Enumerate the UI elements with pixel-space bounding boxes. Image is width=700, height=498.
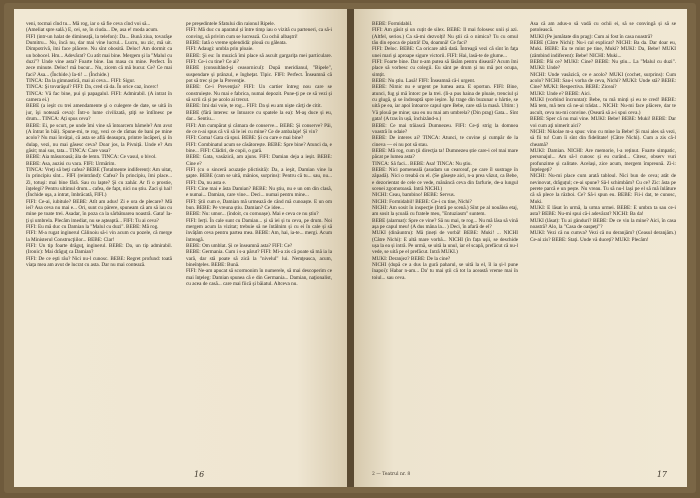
- right-page-column-1: [372, 21, 518, 457]
- dialogue-paragraph: FIFI: Cine mai e ăsta Damian? BEBE: Nu ştiu, nu e un om din clasă, e numai... Damian, care vine... Deci... numai pentru mine...: [186, 185, 332, 199]
- dialogue-paragraph: BEBE (a ieşit cu trei amendamente şi o culegere de date, se uită în jur, îşi notează ceva): Într-o lume civilizată, ştiţi se întîlnesc pe drum... TINCA: Ați spus ceva?: [26, 103, 172, 123]
- dialogue-paragraph: FIFI: Mă duc cu aparatul și între timp iau o vizită cu parteneri, ca să-i conving, să privim cum se lucrează. Cu ochii albaştri!: [186, 27, 332, 40]
- dialogue-paragraph: FIFI: Ierți. În cale sunt cu Damian... și să iei și tu ceva, pe drum. Noi mergem acum la vizitat; trebuie să ne întâlnim și cu ei în cale și să învățăm ceva pentru partea mea. BEBE: Am, hai, ia-te... mergi. Acum întreagă.: [186, 217, 332, 243]
- dialogue-paragraph: BEBE: Nimic nu e urgent pe lumea asta. E oportun. FIFI: Bine, atunci, fug şi mă întorc pe la trei. (Ii-a pus haina de ploaie, trenciul şi cu glugă, şi se îndreaptă spre ieşire. Îşi trage din buzunar o hârtie, se uită pe ea, iar apoi întoarce capul spre Bebe, care stă la masă. Ultim: ) Vă plouă pe mine; sau eu nu mai am umbrela? (Din prag) Gata... Sînt gata! (A tras în ușă, închizând-o.): [372, 84, 518, 123]
- dialogue-paragraph: FIFI: Am cumpărat și cămara de conserve... BEBE: Şi conserve? Pâi, de ce n-ai spus că vii să le iei cu mine? Ce de ambalaje! Și vin?: [186, 122, 332, 135]
- dialogue-paragraph: BEBE: Om umblat. Şi ce înseamnă asta? FIFI: Ce?: [186, 243, 293, 250]
- left-page-column-2: [186, 21, 332, 457]
- dialogue-paragraph: FIFI (cu o sinceră acuzație plictisită): Da, a ieşit, Damian vine la şapte. BEBE (cam se uită, mânios, surprins): Pentru că tu... sau, nu... FIFI: Da, nu asta e.: [186, 166, 332, 186]
- dialogue-paragraph: BEBE (consultând-şi ceasornicul): După meridianul, "Bipele", suspendare și prânzul, e îngheţat. Tipic. FIFI: Perfect. Înseamnă că pot să trec și pe la Prevenţie.: [186, 65, 332, 85]
- dialogue-paragraph: MUKI (lăsat): Tu ai gânduri? BEBE: De ce vin la mine? Aici, în casa noastră? Alo, la "Casa de oaspeți"?: [530, 217, 676, 230]
- dialogue-paragraph: MUKI (Pe jumătate din prag): Cum ai fost în casa noastră?: [530, 33, 653, 40]
- page-footer: 2 — Teatrul nr. 8: [372, 472, 411, 477]
- left-page: [14, 9, 347, 487]
- dialogue-paragraph: NICHI: Unde vasăzică, ce e acolo? MUKI (cochet, surprins): Cum acolo? NICHI: Sau-i vorba de ceva, Nichi? MUKI: Unde stă? BEBE: Cine? MUKI: Respectiva. BEBE: Ziceai?: [530, 71, 676, 91]
- dialogue-paragraph: FIFI: Foarte bine. Dar n-am putea să lăsăm pentru diseară? Acum îmi place să vorbesc cu colegii. Eu sânt pe drum și nu mă pot ocupa, simțit.: [372, 59, 518, 78]
- book-spread: [4, 3, 696, 493]
- dialogue-paragraph: BEBE: Gata, vasăzică, am ajuns. FIFI: Damian deja a ieșit. BEBE: Cine e?: [186, 154, 332, 167]
- dialogue-paragraph: BEBE (fără interes: se întoarce cu spatele la ea): M-aş duce și eu, dar... Sentiu...: [186, 109, 332, 123]
- book-spine-gutter: [347, 9, 354, 487]
- dialogue-paragraph: TINCA: Vreţi să beţi cafea? BEBE (Totalmente indiferent): Am uitat, în principiu sînt... FIFI (reintrând): Cafea? În principiu, îmi place... Zi, totuşi: mai bine fără. Sau cu lapte? Şi cu zahăr. Ar fi o prostie, înțelegi? Pentru ultimul drum... cafea, de fapt, nici nu știu. Zaci și hai! (Închide uşa, a intrat, îmbrăcată, FIFI.): [26, 166, 172, 199]
- dialogue-paragraph: BEBE: Aia măsuroasă; ăla de lemn. TINCA: Ce vasul, o bivol.: [26, 154, 157, 161]
- dialogue-paragraph: NICHI: Formidabil! BEBE: Ce-i cu tine, Nichi?: [372, 198, 472, 205]
- dialogue-paragraph: FIFI: Eu mă duc cu Damian la "Malul cu duzi". BEBE: Mă rog.: [26, 224, 159, 230]
- dialogue-paragraph: FIFI: Ne-am apucat să scormonim în numerele, să mai descoperim ce mai înţeleg: Damian spunea că e din Germania... Damian, naţionalist, cu acea de casă... care mai fiică și băiatul. Altceva nu.: [186, 268, 332, 288]
- left-page-column-1: [26, 21, 172, 457]
- dialogue-paragraph: BEBE: Germania. Cum i s-a părut? FIFI: Mi-a zis că poate să mă ia la vară, dar stă poate să zică la "nivelul" lui. Nemţeasca, acum, bineînţeles. BEBE: Bună.: [186, 249, 332, 269]
- left-page-number: 16: [194, 470, 205, 479]
- dialogue-paragraph: TINCA: Vă fac bine, pui şi papagalul. FIFI: Admirabil. (A intrat în camera ei.): [26, 90, 172, 104]
- dialogue-paragraph: BEBE: Şi eu: în muzică îmi place să ascult gargariţa mei particulare. FIFI: Ce-i cu tine? Ce ai?: [186, 52, 332, 66]
- dialogue-paragraph: FIFI: Adaugi: umbla prin ploaie.: [186, 46, 254, 53]
- dialogue-paragraph: FIFI: Am găsit și un cuțit de silex. BEBE: Il mai folosesc unii și azi. (Altfel, serios.) Ca să-mi dezvolți! Nu ştii că o nimica? Tu cu omul tău din epoca de piatră! Da, doamnă! Ce faci?: [372, 27, 518, 47]
- dialogue-paragraph: BEBE: Nu ştiu. Lasă! FIFI: Înseamnă că-i urgent.: [372, 78, 476, 85]
- dialogue-paragraph: Asa că am adus-o să vadă cu ochii ei, să se convingă și să se potolească.: [530, 21, 676, 34]
- dialogue-paragraph: FIFI (intr-un halat de dimineaţă, la telefon): Da... Bună ziua, tovarăşe Dumitru... Nu, încă nu, dar mai vine lucrul... Lucru, nu zic, mă uit. Dimpotrivă, îmi face plăcere. Nu sînt obosită. Deloc! Am dormit ca un bobocel. Hm... Adevărat? Cu atît mai bine. Mergem şi la "Malul cu duzi"? Unde vine asta? Foarte bine. Iau masa cu mine. Perfect. În zece minute. Deloc! mă bucur... Nu, zicem că mă bucur. Ce? Ce mai faci? Asa... (Închide.) Ia-ti! ... (Închide.): [26, 33, 172, 78]
- dialogue-paragraph: BEBE: Imi dai voie, te rog... FIFI: Da și eu am nişte cărţi de citit.: [186, 103, 322, 110]
- dialogue-paragraph: BEBE: Ce-i Prevenţia? FIFI: Un cartier întreg nou care se construiește. Nu mai e fabrica, numai depozit. Pune-ţi pe ce să vezi și să scrii că și pe acolo ai trecut.: [186, 84, 332, 104]
- dialogue-paragraph: BEBE: Mă rog, cum ţii direcţia ta! Dumnezeu știe care-i cel mai mare păcat pe lumea asta?: [372, 147, 518, 161]
- dialogue-paragraph: FIFI: Ce-ai, iubitule? BEBE: Atît am adus! Zi e ora de plecare? Mă iei? Asa ceva nu mai e... Ori, sunt cu părere, spuneam că am să iau cu mine pe toate trei. Asadar, în poza ca la sărbătoarea noastră. Gata! Ia-ţi și umbrela. Plecăm imediat, nu se aşteaptă... FIFI: Tu ai ceva?: [26, 198, 172, 224]
- dialogue-paragraph: BEBE: De interes ai? TINCA: Atunci, te cuvine şi cumpăr de la cineva — ei nu pot să stau.: [372, 135, 518, 148]
- dialogue-paragraph: MUKI: Vezi că nu cumva? Vezi că nu deranjăm? (Ceasul deranjăm.) Ce-ai zis? BEBE: Stați. Unde vă duceți? MUKI: Plecăm!: [530, 230, 676, 243]
- right-page-number: 17: [656, 470, 667, 479]
- dialogue-paragraph: NICHI: Am sosit în inspecţie (Intră pe scenă.) Sînt pe al nouălea etaj, am sosit la școală cu fratele meu, "Entuziasm" suntem.: [372, 204, 518, 218]
- dialogue-paragraph: BEBE: Formidabil.: [372, 21, 413, 27]
- dialogue-paragraph: BEBE: Păi ce? MUKI: Cine? BEBE: Nu ştiu... La "Malul cu duzi". MUKI: Unde?: [530, 59, 676, 72]
- dialogue-paragraph: FIFI: Coma! Gata că spui. BEBE: Și cu care e mai bine?: [186, 135, 304, 142]
- dialogue-paragraph: pe președintele Sfatului din raionul Ripele.: [186, 21, 276, 27]
- dialogue-paragraph: BEBE: Ce mai trăiască Dumnezeu. FIFI: Ce-ţi strig la domnea voastră în odaie?: [372, 122, 518, 135]
- dialogue-paragraph: BEBE: Nici pomeneală (asudam un cearceaf, pe care îl sustrage în zăpadă). Nici o treabă cu el. (Se găsește aici, n-a prea văzut, ca Bebe, e dezorientat de cele ce vede, mănâncă ceva din farfurie, de-a lungul scenei zgomotoasă. Intră NICHI.): [372, 166, 518, 192]
- dialogue-paragraph: FIFI: Combinatul acum se căsătorește. BEBE: Spre bine? Atunci da, e bine... FIFI: Clădiri, de copii, o gară.: [186, 141, 332, 154]
- dialogue-paragraph: BEBE: Asa, auzisi cu vara. FIFI: Urmărim.: [26, 160, 116, 167]
- dialogue-paragraph: (Ameliat spre sală.) E, cei, se, în ciuda... De, asa e! moda acum.: [26, 27, 159, 34]
- dialogue-paragraph: FIFI: Deloc. BEBE: Ca oricare altă dată. Întreagă vezi că sînt în faţa unei mari şi aproape sigure victorii. FIFI: Hai, lasă-te de glume...: [372, 46, 518, 59]
- dialogue-paragraph: TINCA: Să faci... BEBE: Asa! TINCA: Nu ştiu.: [372, 160, 472, 167]
- dialogue-paragraph: BEBE: Iată o vreme splendidă: plouă cu găleata.: [186, 40, 287, 47]
- dialogue-paragraph: FIFI: Ştii cum e, Damian mă urmează de când mă cunoaște. E un om bun. BEBE: Pe vreuna știu. Damian? Ce idee...: [186, 198, 332, 211]
- dialogue-paragraph: BEBE: Sper că nu mai vine. MUKI: Bebe! BEBE: Muki! BEBE: Dar voi cum aţi nimerit aici?: [530, 116, 676, 129]
- dialogue-paragraph: BEBE (alarmat): Spre ce vine? Să nu mai, te rog... Nu mă lăsa să vină așa pe capul meu! (A dus mâna la... ) Deci, în afară de el?: [372, 217, 518, 230]
- dialogue-paragraph: MUKI: Unde e? BEBE: Aici.: [530, 90, 591, 97]
- dialogue-paragraph: NICHI (după ce a dus la gură paharul, se uită la el, îl ia și-l pune înapoi): Habar n-am... Da' tu mai ştii că tot la această vreme mai în toiul... sau ceva.: [372, 262, 518, 281]
- right-page-column-2: [530, 21, 676, 457]
- dialogue-paragraph: NICHI: Ceau, bambino! BEBE: Servus.: [372, 192, 455, 199]
- dialogue-paragraph: NICHI: Nikolae m-a spus: vino cu mine la Bebe! Și mai ales să vezi, să fii tu! Cum îi sînt din fidelitate! (Către Nichi). Cum a zis că-l cheamă?: [530, 128, 676, 148]
- dialogue-paragraph: FIFI: De ce eşti rău? Nici nu-l cunosc. BEBE: Regret profund: toată viața mea am avut de lucrat cu asta. Dar nu mai contează.: [26, 255, 172, 269]
- dialogue-paragraph: BEBE: Ei, pe scurt, pe unde îmi vine să întoarcem bârnele? Am avut (A întrat în bâi). Spune-mi, te rog, vezi ce de rămas de bani pe mine acolo? Nu mai învățai, că asta se află deasupra, printre încăperi, și în dulap, vezi, nu mai găsesc ceva? Doar jos, la Pivniță. Unde e? Am găsit; mai sus, tata... TINCA: Care vasa?: [26, 122, 172, 154]
- dialogue-paragraph: FIFI: Un tip foarte drăguţ, inginerul. BEBE: Da, un tip admirabil. (Ironic): Mai drăguţ ca Damian?: [26, 243, 172, 256]
- dialogue-paragraph: NICHI: Nu-mi place cum arată tabloul. Nici bun de ceva; atât de nevinovat, drăguțul; ce-ai spune? Să-l schimbăm? Cu ce? Zic: ăsta pe perete parcă e un pește. Nu vreau. Tu să nu-l lași pe el să mă înlăture că să plece la război. Ce? Să-i spun eu. BEBE: Fii-i dat, te cunosc, Muki.: [530, 173, 676, 205]
- right-page: [354, 9, 687, 487]
- dialogue-paragraph: FIFI: M-a rugat inginerul Călinoiu să-i vin acum cu pozele, că merge la Ministerul Construcţiilor... BEBE: Clar!: [26, 230, 172, 243]
- dialogue-paragraph: BEBE: Nu: umor... (îndoit, cu cornoașe). Mai e ceva ce nu știu?: [186, 211, 319, 218]
- dialogue-paragraph: BEBE (Către Nichi): Nu-i cal explicat? NICHI: Ba da. Dar doar eu, Muki. BEBE: Eu te mint pe tine, Muki? MUKI: Da, Bebe! MUKI (zâmbind indiferent): Bebe! NICHI: Muki...: [530, 40, 676, 59]
- dialogue-paragraph: MUKI (vorbind încruntat): Bebe, tu mă minți și eu te cred! BEBE: Mă tem, mă tem că ne-ai trădat... NICHI: Nu-mi face plăcere, dar te ascult, ceva nu-mi convine. (Oseară să a-i spui ceva.): [530, 97, 676, 116]
- dialogue-paragraph: MUKI: Damian. NICHI: Are memorie, l-a reținut. Foarte simpatic, personajul... Am să-l cunosc și eu curând... Citesc, observ vuri profunzime și calitate. Același, zice acum, mergem împreună. Zi-i: Înțelegeți?: [530, 147, 676, 173]
- dialogue-paragraph: TINCA: Da la gimnastică, mai ai ceva... FIFI: Sigur.: [26, 78, 136, 85]
- dialogue-paragraph: veni, tocmai cînd tu... Mă rog, iar o să fie ceva cînd voi să...: [26, 21, 151, 27]
- dialogue-paragraph: MUKI (dinăuntru): Mă țineți de vorbă! BEBE: Muki! ... NICHI (Către Nichi): E altă mare vorbă... NICHI (în fața ușii, se deschide ușa la ea și intră. Pe urmă, se uită la unul, iar el scapă, prefăcut că nu-l vede, se uită pe el prefăcut. Intră MUKI.): [372, 230, 518, 256]
- dialogue-paragraph: TINCA: Şi tovarăşul? FIFI: Da, cred că da. În orice caz, încerc!: [26, 84, 159, 91]
- dialogue-paragraph: MUKI: E lăsat în urmă, la urma urmei. BEBE: E umbra ta sau ce-i asta? BEBE: Nu-mi spui că-i adevărat? NICHI: Ba da!: [530, 204, 676, 218]
- dialogue-paragraph: MUKI: Deranjez? BEBE: De la cine?: [372, 255, 451, 262]
